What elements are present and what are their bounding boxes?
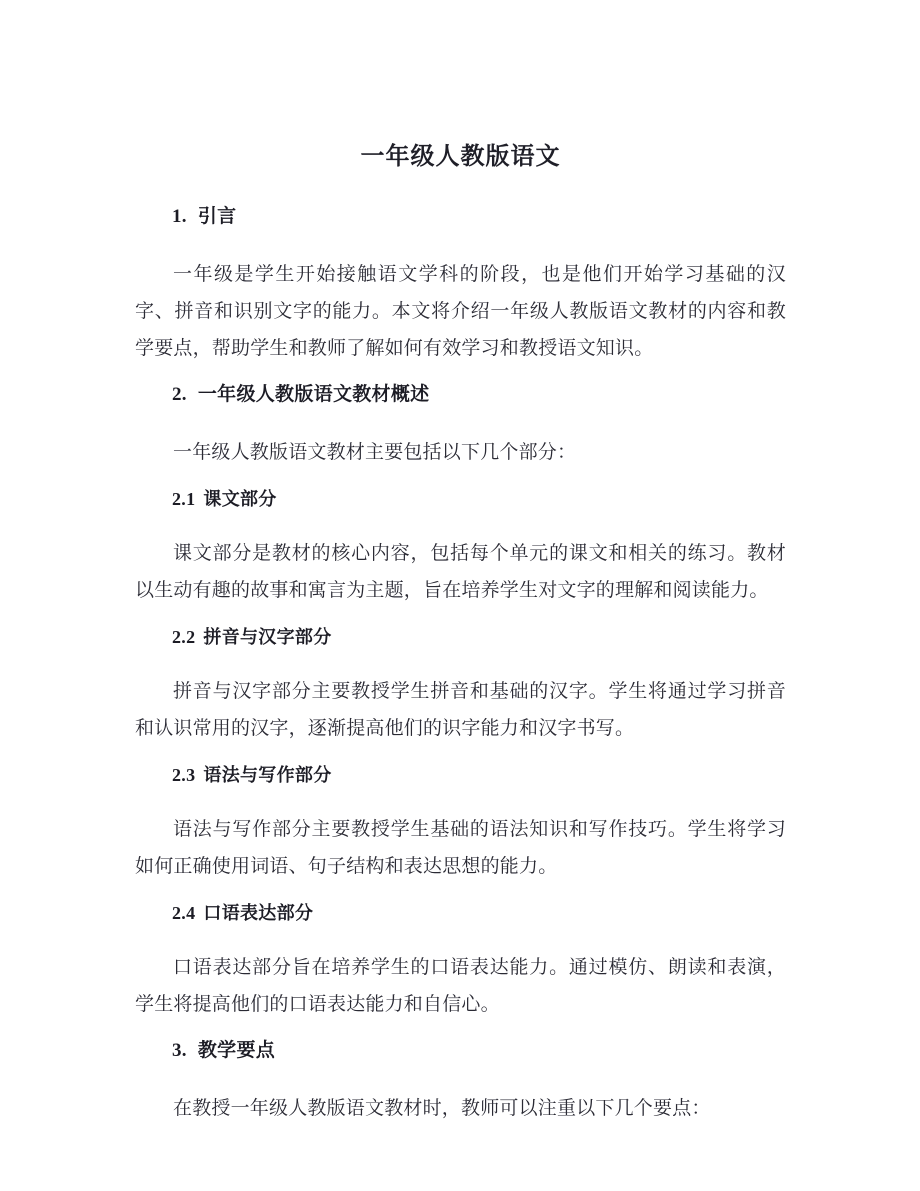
subsection-title-2-2: 拼音与汉字部分 (203, 627, 332, 647)
section-number-2: 2. (172, 384, 187, 405)
subsection-title-2-4: 口语表达部分 (203, 903, 314, 923)
section-3-paragraph-1: 在教授一年级人教版语文教材时，教师可以注重以下几个要点： (173, 1098, 711, 1119)
section-heading-3 (135, 1036, 786, 1066)
subsection-2-3-paragraph-1: 语法与写作部分主要教授学生基础的语法知识和写作技巧。学生将学习如何正确使用词语、句子结构和表达思想的能力。 (135, 819, 786, 877)
subsection-2-4-paragraph-1: 口语表达部分旨在培养学生的口语表达能力。通过模仿、朗读和表演，学生将提高他们的口语表达能力和自信心。 (135, 957, 786, 1015)
section-title-3: 教学要点 (197, 1040, 276, 1061)
subsection-title-2-3: 语法与写作部分 (203, 765, 332, 785)
spacer (135, 240, 786, 256)
document-content (135, 138, 786, 1127)
spacer (135, 1023, 786, 1036)
spacer (135, 1074, 786, 1090)
spacer (135, 418, 786, 434)
section-number-1: 1. (172, 206, 187, 227)
subsection-heading-2-3 (135, 761, 786, 790)
subsection-2-1-paragraph-1: 课文部分是教材的核心内容，包括每个单元的课文和相关的练习。教材以生动有趣的故事和寓言为主题，旨在培养学生对文字的理解和阅读能力。 (135, 543, 786, 601)
subsection-heading-2-2 (135, 623, 786, 652)
spacer (135, 658, 786, 673)
subsection-heading-2-4 (135, 899, 786, 928)
spacer (135, 609, 786, 623)
spacer (135, 747, 786, 761)
subsection-2-2-paragraph-1: 拼音与汉字部分主要教授学生拼音和基础的汉字。学生将通过学习拼音和认识常用的汉字，逐渐提高他们的识字能力和汉字书写。 (135, 681, 786, 739)
spacer (135, 934, 786, 949)
page-title: 一年级人教版语文 (360, 144, 561, 170)
section-number-3: 3. (172, 1040, 187, 1061)
subsection-number-2-4: 2.4 (172, 903, 196, 923)
spacer (135, 471, 786, 485)
subsection-number-2-1: 2.1 (172, 489, 196, 509)
spacer (135, 885, 786, 899)
section-title-2: 一年级人教版语文教材概述 (197, 384, 430, 405)
subsection-heading-2-1 (135, 485, 786, 514)
spacer (135, 796, 786, 811)
section-heading-1 (135, 202, 786, 232)
section-title-1: 引言 (197, 206, 237, 227)
section-2-paragraph-1: 一年级人教版语文教材主要包括以下几个部分： (173, 442, 577, 463)
subsection-number-2-2: 2.2 (172, 627, 196, 647)
spacer (135, 520, 786, 535)
section-1-paragraph-1: 一年级是学生开始接触语文学科的阶段，也是他们开始学习基础的汉字、拼音和识别文字的能力。本文将介绍一年级人教版语文教材的内容和教学要点，帮助学生和教师了解如何有效学习和教授语文知识。 (135, 264, 786, 359)
section-heading-2 (135, 380, 786, 410)
spacer (135, 367, 786, 380)
subsection-number-2-3: 2.3 (172, 765, 196, 785)
subsection-title-2-1: 课文部分 (203, 489, 277, 509)
